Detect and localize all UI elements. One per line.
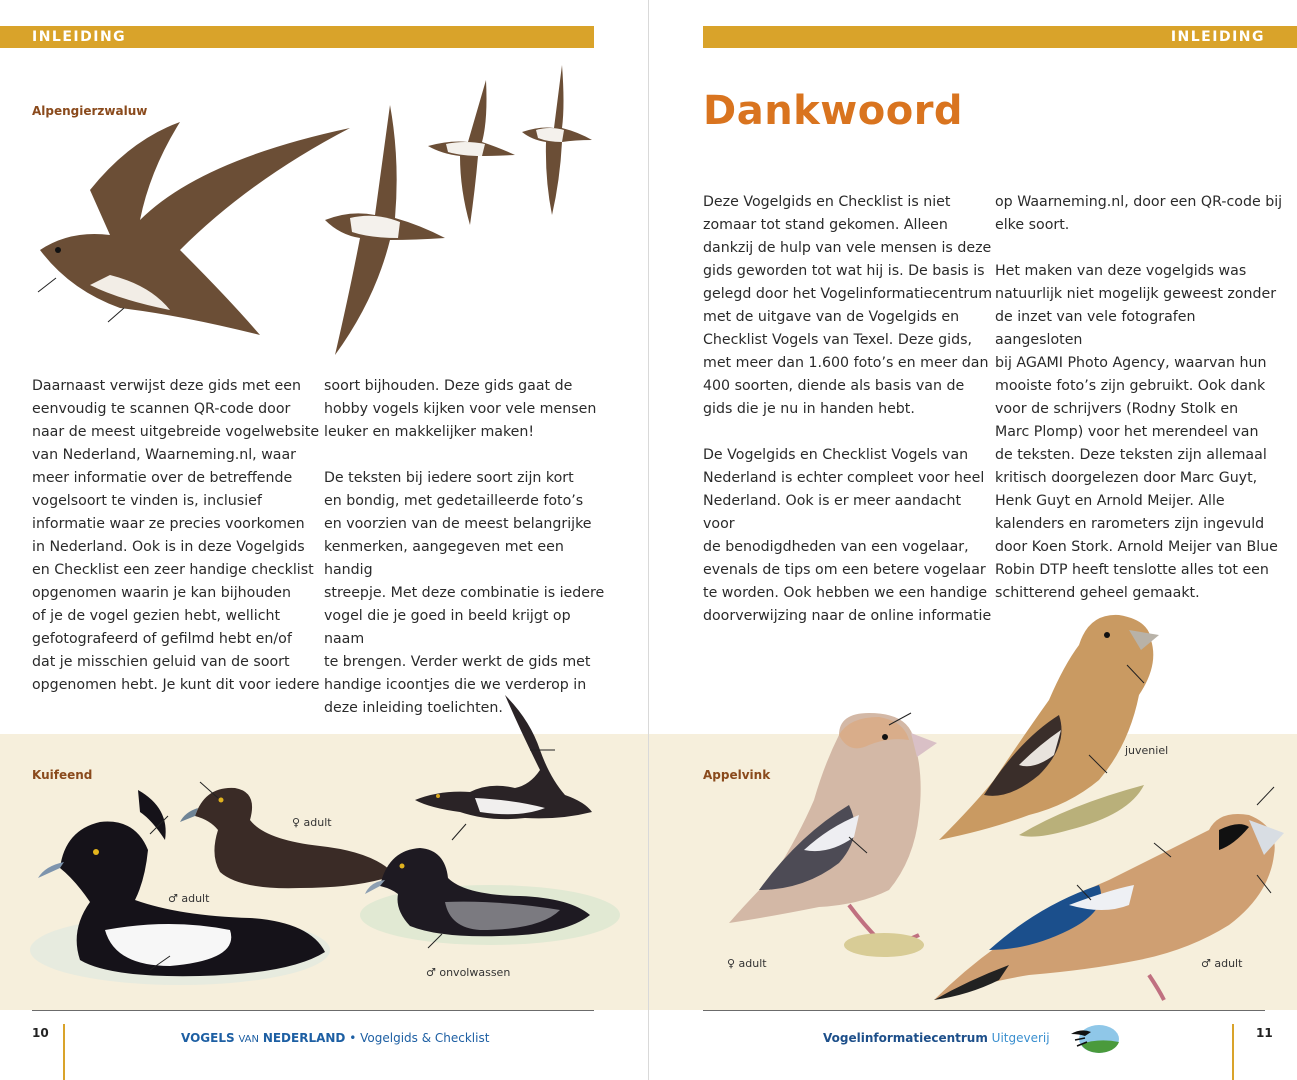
tufted-duck-photo: [20, 690, 620, 1000]
page-title: Dankwoord: [703, 88, 964, 134]
paragraph: soort bijhouden. Deze gids gaat de hobby vogels kijken voor vele mensen leuker en makkelijker maken!: [324, 378, 597, 440]
footer-rule: [703, 1010, 1265, 1011]
paragraph: De Vogelgids en Checklist Vogels van Nederland is echter compleet voor heel Nederland. Ook is er meer aandacht voor de benodigdheden van een vogelaar, evenals de tips om een betere vogelaar te worden. Ook hebben we een handige doorverwijzing naar de online informatie: [703, 447, 992, 624]
paragraph: op Waarneming.nl, door een QR-code bij elke soort.: [995, 194, 1283, 233]
species-caption-swift: Alpengierzwaluw: [32, 104, 148, 118]
footer-brand-vogels: VOGELS: [181, 1031, 235, 1045]
species-caption-hawfinch: Appelvink: [703, 768, 771, 782]
footer-publisher-suffix: Uitgeverij: [991, 1031, 1050, 1045]
publisher-logo-icon: [1069, 1020, 1121, 1058]
page-number: 11: [1256, 1026, 1273, 1040]
label-male-adult: ♂ adult: [168, 892, 210, 905]
swift-illustration: [30, 60, 600, 360]
paragraph: De teksten bij iedere soort zijn kort en bondig, met gedetailleerde foto’s en voorzien van de meest belangrijke kenmerken, aangegeven met een handig streepje. Met deze combinatie is iedere vogel die je goed in beeld krijgt op naam te brengen. Verder werkt de gids met handige icoontjes die we verderop in deze inleiding toelichten.: [324, 470, 605, 716]
thanks-text-column-1: [703, 191, 993, 651]
hawfinch-photo: [689, 605, 1289, 1015]
paragraph: Deze Vogelgids en Checklist is niet zomaar tot stand gekomen. Alleen dankzij de hulp van vele mensen is deze gids geworden tot wat hij is. De basis is gelegd door het Vogelinformatiecentrum met de uitgave van de Vogelgids en Checklist Vogels van Texel. Deze gids, met meer dan 1.600 foto’s en meer dan 400 soorten, diende als basis van de gids die je nu in handen hebt.: [703, 194, 993, 417]
footer-rule: [32, 1010, 594, 1011]
footer-brand-van: VAN: [238, 1034, 259, 1045]
right-page: [649, 0, 1297, 1080]
label-female-adult: ♀ adult: [727, 957, 767, 970]
intro-text-column-1: [32, 375, 322, 720]
paragraph: Daarnaast verwijst deze gids met een eenvoudig te scannen QR-code door naar de meest uitgebreide vogelwebsite van Nederland, Waarneming.nl, waar meer informatie over de betreffende vogelsoort te vinden is, inclusief informatie waar ze precies voorkomen in Nederland. Ook is in deze Vogelgids en Checklist een zeer handige checklist opgenomen waarin je kan bijhouden of je de vogel gezien hebt, wellicht gefotografeerd of gefilmd hebt en/of dat je misschien geluid van de soort opgenomen hebt. Je kunt dit voor iedere: [32, 378, 320, 693]
section-header: INLEIDING: [703, 26, 1297, 48]
label-male-juvenile: ♂ onvolwassen: [426, 966, 511, 979]
species-caption-tufted-duck: Kuifeend: [32, 768, 93, 782]
label-juvenile: juveniel: [1125, 744, 1169, 757]
label-male-adult: ♂ adult: [1201, 957, 1243, 970]
footer-brand-nederland: NEDERLAND: [262, 1031, 346, 1045]
footer-accent-bar: [1232, 1024, 1234, 1080]
footer-accent-bar: [63, 1024, 65, 1080]
section-header: INLEIDING: [0, 26, 594, 48]
intro-text-column-2: [324, 375, 614, 743]
footer-separator: •: [349, 1031, 357, 1045]
paragraph: Het maken van deze vogelgids was natuurlijk niet mogelijk geweest zonder de inzet van vele fotografen aangesloten bij AGAMI Photo Agency, waarvan hun mooiste foto’s zijn gebruikt. Ook dank voor de schrijvers (Rodny Stolk en Marc Plomp) voor het merendeel van de teksten. Deze teksten zijn allemaal kritisch doorgelezen door Marc Guyt, Henk Guyt en Arnold Meijer. Alle kalenders en rarometers zijn ingevuld door Koen Stork. Arnold Meijer van Blue Robin DTP heeft tenslotte alles tot een schitterend geheel gemaakt.: [995, 263, 1278, 601]
footer-subtitle: Vogelgids & Checklist: [360, 1031, 490, 1045]
label-female-adult: ♀ adult: [292, 816, 332, 829]
left-page: [0, 0, 648, 1080]
page-number: 10: [32, 1026, 49, 1040]
footer-title: [181, 1031, 489, 1045]
footer-publisher-name: Vogelinformatiecentrum: [823, 1031, 988, 1045]
footer-publisher: [823, 1031, 1050, 1045]
thanks-text-column-2: [995, 191, 1285, 628]
